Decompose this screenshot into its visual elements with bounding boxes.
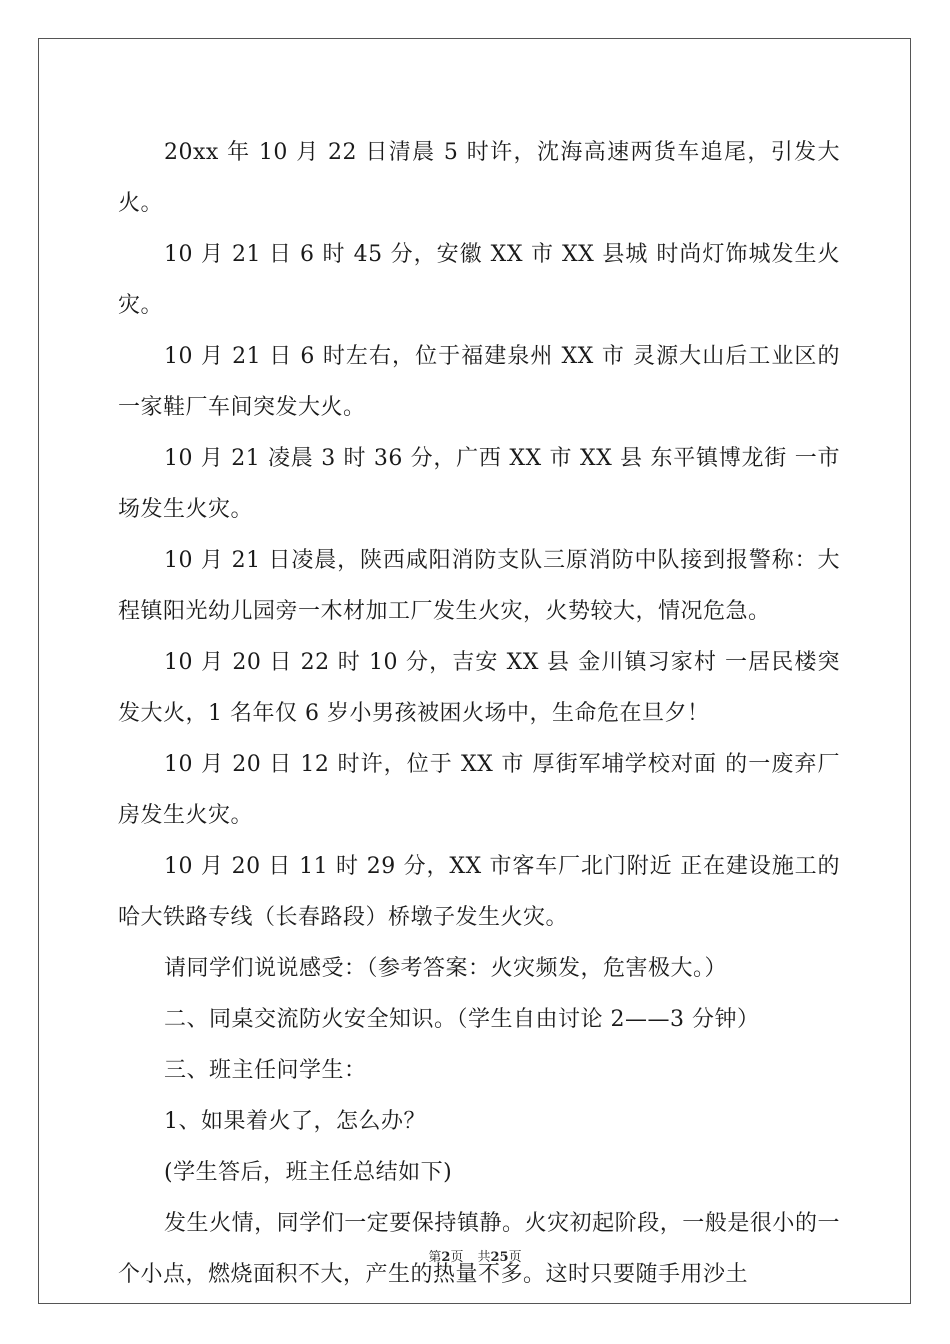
total-pages: 25: [490, 1250, 509, 1265]
paragraph-11: 三、班主任问学生：: [164, 1058, 367, 1083]
document-body: [118, 127, 840, 1300]
paragraph-1: 20xx 年 10 月 22 日清晨 5 时许，沈海高速两货车追尾，引发大火。: [118, 140, 840, 216]
paragraph-8: 10 月 20 日 11 时 29 分，XX 市客车厂北门附近 正在建设施工的哈大铁路专线（长春路段）桥墩子发生火灾。: [118, 854, 840, 930]
page-prefix: 第: [428, 1250, 442, 1265]
paragraph-4: 10 月 21 凌晨 3 时 36 分，广西 XX 市 XX 县 东平镇博龙街 一市场发生火灾。: [118, 446, 840, 522]
paragraph-2: 10 月 21 日 6 时 45 分，安徽 XX 市 XX 县城 时尚灯饰城发生火灾。: [118, 242, 840, 318]
paragraph-14: 发生火情，同学们一定要保持镇静。火灾初起阶段，一般是很小的一个小点，燃烧面积不大，产生的热量不多。这时只要随手用沙土: [118, 1211, 840, 1287]
paragraph-7: 10 月 20 日 12 时许，位于 XX 市 厚街军埔学校对面 的一废弃厂房发生火灾。: [118, 752, 840, 828]
paragraph-12: 1、如果着火了，怎么办？: [164, 1109, 426, 1134]
total-suffix: 页: [508, 1250, 522, 1265]
paragraph-9: 请同学们说说感受：（参考答案：火灾频发，危害极大。）: [164, 956, 728, 981]
paragraph-6: 10 月 20 日 22 时 10 分，吉安 XX 县 金川镇习家村 一居民楼突发大火，1 名年仅 6 岁小男孩被困火场中，生命危在旦夕！: [118, 650, 840, 726]
paragraph-13: (学生答后，班主任总结如下): [164, 1160, 453, 1185]
paragraph-10: 二、同桌交流防火安全知识。（学生自由讨论 2——3 分钟）: [164, 1007, 760, 1032]
page-number: 2: [441, 1250, 451, 1265]
paragraph-3: 10 月 21 日 6 时左右，位于福建泉州 XX 市 灵源大山后工业区的一家鞋厂车间突发大火。: [118, 344, 840, 420]
total-prefix: 共: [477, 1250, 491, 1265]
paragraph-5: 10 月 21 日凌晨，陕西咸阳消防支队三原消防中队接到报警称：大程镇阳光幼儿园旁一木材加工厂发生火灾，火势较大，情况危急。: [118, 548, 840, 624]
page-footer: [0, 1246, 950, 1265]
page-suffix: 页: [450, 1250, 464, 1265]
